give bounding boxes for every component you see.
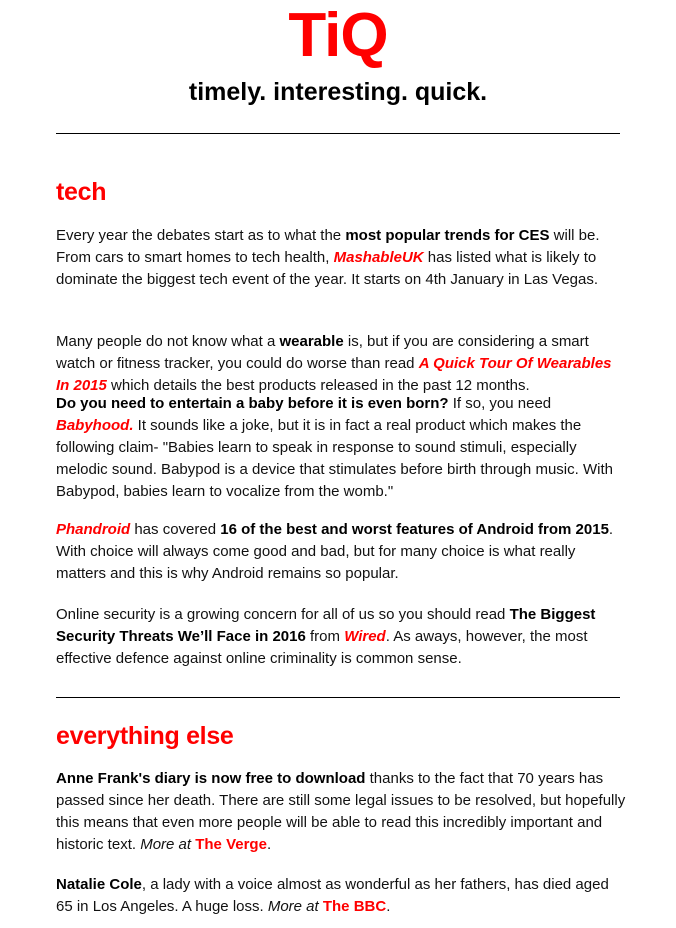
bold-text: most popular trends for CES	[345, 227, 550, 244]
text: . With choice will always come good and bad, but for many choice is what really matters and this is why Android remains so popular.	[56, 521, 614, 582]
article-android	[56, 519, 626, 585]
link-wearables-tour[interactable]: A Quick Tour Of Wearables In 2015	[56, 355, 612, 394]
article-natalie-cole	[56, 874, 626, 918]
divider	[56, 697, 620, 698]
link-the-bbc[interactable]: The BBC	[322, 898, 387, 915]
text: Many people do not know what a	[56, 333, 280, 350]
article-anne-frank	[56, 768, 626, 856]
text: Online security is a growing concern for all of us so you should read	[56, 606, 510, 623]
article-ces-trends	[56, 225, 626, 291]
text: If so, you need	[448, 395, 552, 412]
text: . As aways, however, the most effective defence against online criminality is common sense.	[56, 628, 588, 667]
link-babyhood[interactable]: Babyhood.	[56, 417, 134, 434]
more-at-label: More at	[140, 836, 196, 853]
bold-text: wearable	[279, 333, 344, 350]
article-wearables	[56, 331, 626, 397]
section-heading-tech: tech	[56, 178, 107, 206]
logo: TiQ	[288, 1, 388, 70]
link-the-verge[interactable]: The Verge	[195, 836, 267, 853]
text: It sounds like a joke, but it is in fact a real product which makes the following claim- "Babies learn to speak in response to sound stimuli, especially melodic sound. Babypod is a device that stimulates before birth through music. With Babypod, babies learn to vocalize from the womb."	[56, 417, 613, 500]
link-mashableuk[interactable]: MashableUK	[333, 249, 424, 266]
tagline: timely. interesting. quick.	[188, 78, 488, 106]
text: thanks to the fact that 70 years has passed since her death. There are still some legal issues to be resolved, but hopefully this means that even more people will be able to read this incredibly important and historic text.	[56, 770, 626, 853]
text: has covered	[130, 521, 221, 538]
link-phandroid[interactable]: Phandroid	[56, 521, 131, 538]
section-heading-everything-else: everything else	[56, 722, 234, 750]
text: , a lady with a voice almost as wonderful as her fathers, has died aged 65 in Los Angeles. A huge loss.	[56, 876, 609, 915]
text: .	[386, 898, 391, 915]
text: Every year the debates start as to what the	[56, 227, 346, 244]
text: will be. From cars to smart homes to tech health,	[56, 227, 600, 266]
text: is, but if you are considering a smart watch or fitness tracker, you could do worse than read	[56, 333, 589, 372]
text: from	[305, 628, 345, 645]
bold-text: Natalie Cole	[56, 876, 142, 893]
article-babyhood	[56, 393, 626, 503]
divider	[56, 133, 620, 134]
text: .	[266, 836, 272, 853]
article-security	[56, 604, 626, 670]
more-at-label: More at	[267, 898, 323, 915]
text: has listed what is likely to dominate the biggest tech event of the year. It starts on 4th January in Las Vegas.	[56, 249, 599, 288]
bold-text: The Biggest Security Threats We’ll Face in 2016	[56, 606, 596, 645]
bold-text: Do you need to entertain a baby before it is even born?	[56, 395, 449, 412]
text: which details the best products released in the past 12 months.	[106, 377, 530, 394]
link-wired[interactable]: Wired	[344, 628, 386, 645]
bold-text: 16 of the best and worst features of Android from 2015	[220, 521, 609, 538]
bold-text: Anne Frank's diary is now free to download	[56, 770, 366, 787]
